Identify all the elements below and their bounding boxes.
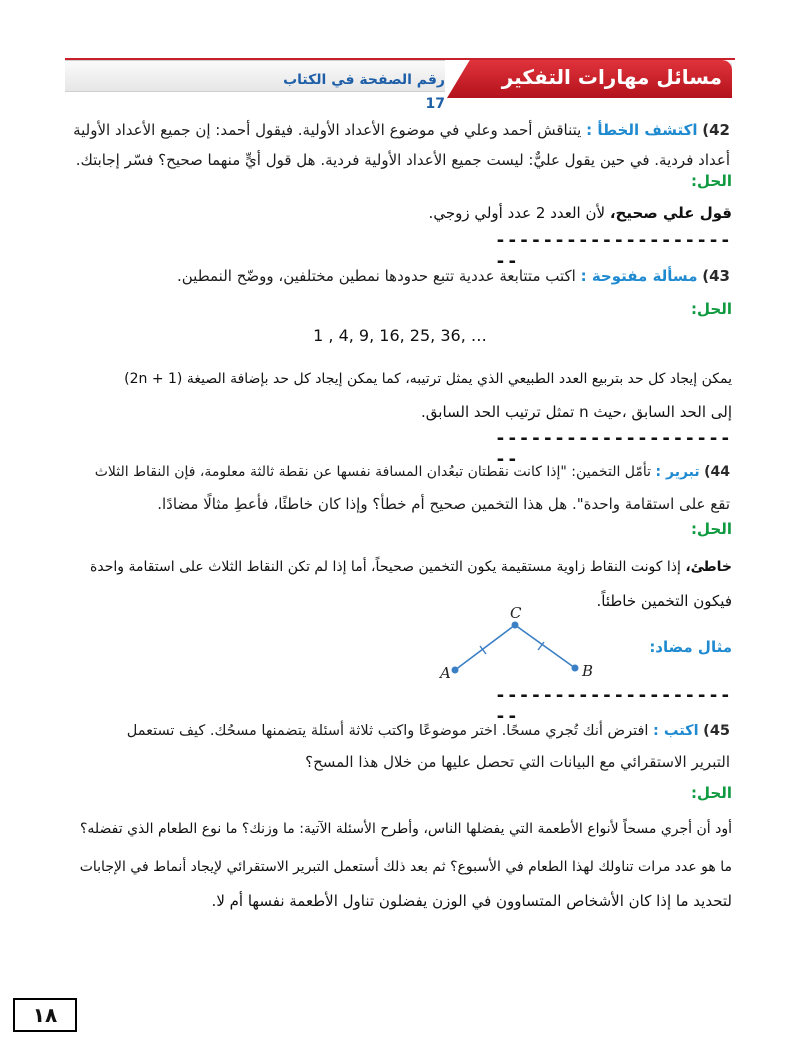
q42-line2: أعداد فردية. في حين يقول عليٌّ: ليست جميع الأعداد الأولية فردية. هل قول أيٍّ منهما صحيح؟ فسّر إجابتك. — [75, 151, 730, 169]
q45-answer-line3: لتحديد ما إذا كان الأشخاص المتساوون في الوزن يفضلون تناول الأطعمة نفسها أم لا. — [211, 892, 732, 910]
q44-number: 44) — [704, 464, 730, 480]
point-b — [572, 665, 579, 672]
q42-number: 42) — [702, 121, 730, 139]
q45-solution-label: الحل: — [691, 784, 732, 802]
counterexample-figure — [430, 600, 610, 690]
segment-cb — [515, 625, 575, 668]
point-c — [512, 622, 519, 629]
separator-3: ---------------------- — [495, 685, 732, 727]
q44-line1 — [65, 456, 730, 488]
separator-1: ---------------------- — [495, 230, 732, 272]
label-c: C — [510, 604, 522, 622]
q44-answer-line2: فيكون التخمين خاطئاً. — [596, 592, 732, 610]
q44-answer-line1 — [67, 550, 732, 584]
separator-2: ---------------------- — [495, 428, 732, 470]
q42-label: اكتشف الخطأ : — [586, 121, 698, 139]
q43-label: مسألة مفتوحة : — [580, 267, 698, 285]
q44-answer-text: إذا كونت النقاط زاوية مستقيمة يكون التخمين صحيحاً، أما إذا لم تكن النقاط الثلاث على استقامة واحدة — [90, 559, 686, 575]
q44-counter-label: مثال مضاد: — [649, 638, 732, 656]
q42-line1 — [65, 114, 730, 146]
section-title: مسائل مهارات التفكير العليا — [501, 65, 722, 119]
segment-ac — [455, 625, 515, 670]
q45-line1 — [65, 715, 730, 747]
point-a — [452, 667, 459, 674]
q45-label: اكتب : — [653, 723, 699, 739]
page-number: ١٨ — [13, 998, 77, 1032]
q43-number: 43) — [702, 267, 730, 285]
q42-answer-text: لأن العدد 2 عدد أولي زوجي. — [428, 204, 610, 222]
q43-sequence: 1 , 4, 9, 16, 25, 36, … — [313, 326, 487, 345]
q44-line2: تقع على استقامة واحدة". هل هذا التخمين صحيح أم خطأ؟ وإذا كان خاطئًا، فأعطِ مثالًا مضادًا. — [157, 495, 730, 513]
q45-answer-line1: أود أن أجري مسحاً لأنواع الأطعمة التي يفضلها الناس، وأطرح الأسئلة الآتية: ما وزنك؟ ما نوع الطعام الذي تفضله؟ — [79, 821, 732, 837]
q45-line2: التبرير الاستقرائي مع البيانات التي تحصل عليها من خلال هذا المسح؟ — [305, 753, 730, 771]
q44-text: تأمّل التخمين: "إذا كانت نقطتان تبعُدان المسافة نفسها عن نقطة ثالثة معلومة، فإن النقاط الثلاث — [94, 464, 652, 480]
q42-answer-bold: قول علي صحيح، — [609, 204, 732, 222]
q44-answer-bold: خاطئ، — [685, 559, 732, 575]
book-page-reference: رقم الصفحة في الكتاب 17 — [283, 72, 445, 112]
q44-solution-label: الحل: — [691, 520, 732, 538]
q42-answer — [67, 196, 732, 230]
q45-answer-line2: ما هو عدد مرات تناولك لهذا الطعام في الأسبوع؟ ثم بعد ذلك أستعمل التبرير الاستقرائي لإيجاد أنماط في الإجابات — [79, 859, 732, 875]
q44-label: تبرير : — [655, 464, 700, 480]
q43-text: اكتب متتابعة عددية تتبع حدودها نمطين مختلفين، ووضّح النمطين. — [176, 267, 576, 285]
q43-line1 — [65, 260, 730, 292]
q43-answer-line1: يمكن إيجاد كل حد بتربيع العدد الطبيعي الذي يمثل ترتيبه، كما يمكن إيجاد كل حد بإضافة الصيغة (2n + 1) — [124, 371, 732, 387]
label-a: A — [440, 664, 451, 682]
q42-text: يتناقش أحمد وعلي في موضوع الأعداد الأولية. فيقول أحمد: إن جميع الأعداد الأولية — [73, 121, 582, 139]
q45-text: افترض أنك تُجري مسحًا. اختر موضوعًا واكتب ثلاثة أسئلة يتضمنها مسحُك. كيف تستعمل — [126, 723, 649, 739]
label-b: B — [582, 662, 594, 680]
q45-number: 45) — [703, 723, 730, 739]
q42-solution-label: الحل: — [691, 172, 732, 190]
q43-answer-line2: إلى الحد السابق ،حيث n تمثل ترتيب الحد السابق. — [421, 403, 732, 421]
q43-solution-label: الحل: — [691, 300, 732, 318]
